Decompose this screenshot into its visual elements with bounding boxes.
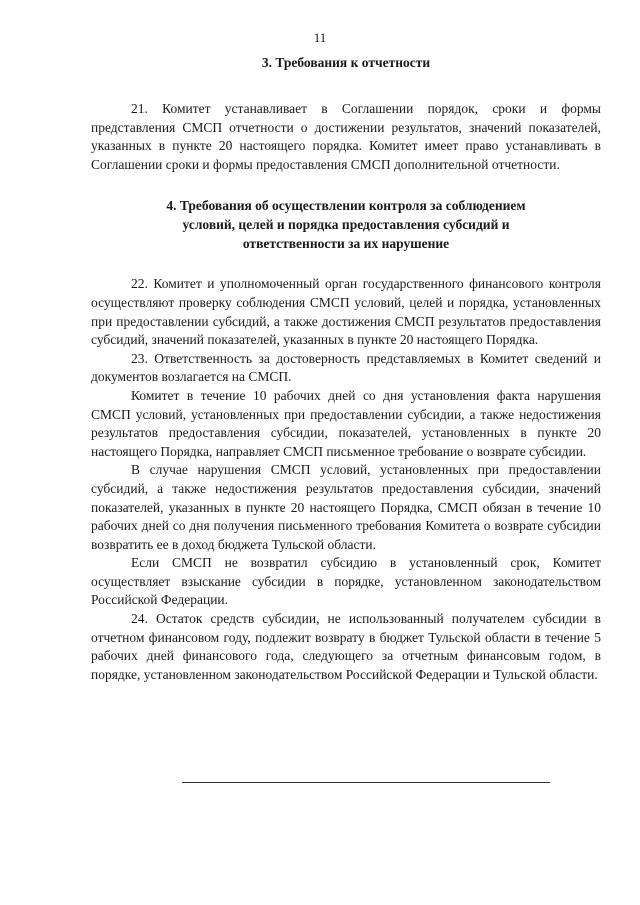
paragraph-24: 24. Остаток средств субсидии, не использованный получателем субсидии в отчетном финансовом году, подлежит возврату в бюджет Тульской области в течение 5 рабочих дней финансового года, следующего за отчетным финансовым годом, в порядке, установленном законодательством Российской Федерации и Тульской области. (91, 611, 601, 682)
section-3-heading: 3. Требования к отчетности (261, 55, 431, 70)
paragraph-23: 23. Ответственность за достоверность представляемых в Комитет сведений и документов возлагается на СМСП. (91, 350, 601, 385)
spacer (91, 253, 601, 275)
paragraph-23-recovery: Если СМСП не возвратил субсидию в установленный срок, Комитет осуществляет взыскание субсидии в порядке, установленном законодательством Российской Федерации. (91, 555, 601, 608)
end-divider-line (182, 782, 550, 783)
section-4-heading (91, 196, 601, 253)
paragraph-22: 22. Комитет и уполномоченный орган государственного финансового контроля осуществляют проверку соблюдения СМСП условий, целей и порядка, установленных при предоставлении субсидий, а также достижения СМСП результатов предоставления субсидий, значений показателей, указанных в пункте 20 настоящего Порядка. (91, 276, 601, 348)
spacer (91, 72, 601, 100)
paragraph-23-notice: Комитет в течение 10 рабочих дней со дня установления факта нарушения СМСП условий, установленных при предоставлении субсидии, а также недостижения результатов предоставления субсидии, показателей, установленных в пункте 20 настоящего Порядка, направляет СМСП письменное требование о возврате субсидии. (91, 387, 601, 459)
document-body (91, 53, 601, 684)
section-4-heading-line: ответственности за их нарушение (242, 236, 450, 252)
paragraph-23-violation: В случае нарушения СМСП условий, установленных при предоставлении субсидий, а также недостижения результатов предоставления субсидии, значений показателей, указанных в пункте 20 настоящего Порядка, СМСП обязан в течение 10 рабочих дней со дня получения письменного требования Комитета о возврате субсидии возвратить ее в доход бюджета Тульской области. (91, 462, 601, 552)
paragraph-21: 21. Комитет устанавливает в Соглашении порядок, сроки и формы представления СМСП отчетности о достижении результатов, значений показателей, указанных в пункте 20 настоящего порядка. Комитет имеет право устанавливать в Соглашении сроки и формы предоставления СМСП дополнительной отчетности. (91, 101, 601, 172)
section-4-heading-line: условий, целей и порядка предоставления субсидий и (182, 217, 510, 233)
spacer (91, 174, 601, 196)
page-number: 11 (313, 30, 327, 45)
section-4-heading-line: 4. Требования об осуществлении контроля за соблюдением (166, 198, 526, 214)
